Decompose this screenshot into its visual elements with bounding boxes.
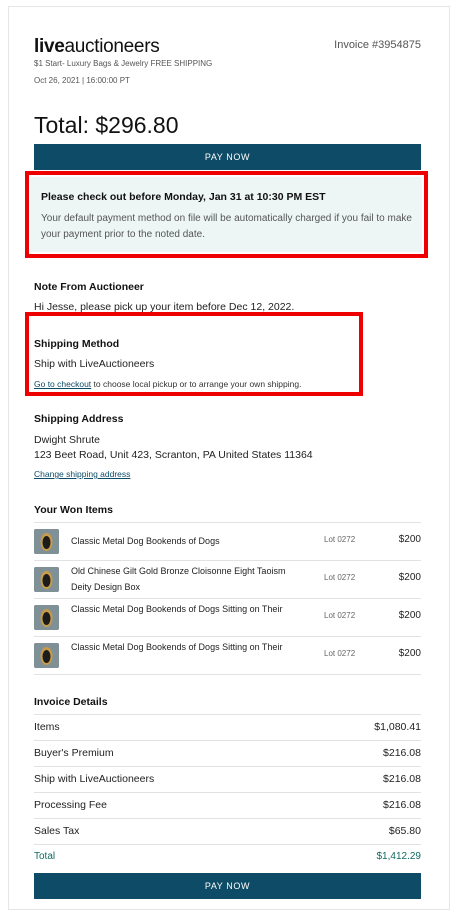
invoice-detail-row bbox=[34, 740, 421, 766]
won-item-lot: Lot 0272 bbox=[324, 611, 356, 620]
won-item-row[interactable] bbox=[34, 636, 421, 674]
won-item-title[interactable]: Classic Metal Dog Bookends of Dogs Sitting on Their bbox=[71, 604, 283, 614]
invoice-detail-row bbox=[34, 766, 421, 792]
liveauctioneers-logo[interactable]: liveauctioneers bbox=[34, 36, 160, 57]
detail-value: $65.80 bbox=[388, 825, 421, 837]
sale-name: $1 Start- Luxury Bags & Jewelry FREE SHIPPING bbox=[34, 59, 213, 68]
won-item-title[interactable]: Old Chinese Gilt Gold Bronze Cloisonne Eight Taoism Deity Design Box bbox=[71, 566, 286, 592]
pay-now-button-bottom[interactable]: PAY NOW bbox=[34, 873, 421, 899]
won-item-title[interactable]: Classic Metal Dog Bookends of Dogs Sitting on Their bbox=[71, 642, 283, 652]
won-item-price: $200 bbox=[398, 534, 421, 545]
invoice-details-heading: Invoice Details bbox=[34, 696, 108, 708]
won-item-title[interactable]: Classic Metal Dog Bookends of Dogs bbox=[71, 536, 220, 546]
shipping-address-line: 123 Beet Road, Unit 423, Scranton, PA United States 11364 bbox=[34, 449, 313, 461]
notice-title: Please check out before Monday, Jan 31 at 10:30 PM EST bbox=[41, 191, 326, 203]
shipping-method-help: Go to checkout to choose local pickup or to arrange your own shipping. bbox=[34, 379, 302, 389]
detail-label: Items bbox=[34, 721, 60, 733]
geode-thumbnail-icon[interactable] bbox=[34, 605, 59, 630]
invoice-number: Invoice #3954875 bbox=[334, 39, 421, 51]
total-amount: Total: $296.80 bbox=[34, 112, 179, 138]
shipping-method-text: Ship with LiveAuctioneers bbox=[34, 358, 155, 370]
won-items-heading: Your Won Items bbox=[34, 504, 113, 516]
notice-body: Your default payment method on file will be automatically charged if you fail to make your payment prior to the noted date. bbox=[41, 213, 412, 240]
shipping-method-heading: Shipping Method bbox=[34, 338, 120, 350]
sale-date: Oct 26, 2021 | 16:00:00 PT bbox=[34, 76, 130, 85]
detail-label: Sales Tax bbox=[34, 825, 80, 837]
detail-value: $1,080.41 bbox=[374, 721, 421, 733]
won-item-price: $200 bbox=[398, 610, 421, 621]
shipping-address-name: Dwight Shrute bbox=[34, 434, 100, 446]
highlight-box-notice bbox=[25, 171, 428, 258]
highlight-box-shipping bbox=[25, 312, 363, 396]
geode-thumbnail-icon[interactable] bbox=[34, 643, 59, 668]
divider bbox=[34, 674, 421, 675]
invoice-total-value: $1,412.29 bbox=[376, 851, 421, 862]
detail-value: $216.08 bbox=[383, 773, 421, 785]
detail-value: $216.08 bbox=[383, 799, 421, 811]
invoice-total-row bbox=[34, 844, 421, 870]
change-shipping-address-link[interactable]: Change shipping address bbox=[34, 469, 131, 479]
won-item-price: $200 bbox=[398, 572, 421, 583]
invoice-detail-row bbox=[34, 714, 421, 740]
detail-label: Processing Fee bbox=[34, 799, 107, 811]
detail-value: $216.08 bbox=[383, 747, 421, 759]
detail-label: Buyer's Premium bbox=[34, 747, 114, 759]
won-item-lot: Lot 0272 bbox=[324, 535, 356, 544]
won-item-lot: Lot 0272 bbox=[324, 573, 356, 582]
invoice-total-label: Total bbox=[34, 851, 56, 862]
detail-label: Ship with LiveAuctioneers bbox=[34, 773, 155, 785]
won-item-row[interactable] bbox=[34, 560, 421, 598]
invoice-detail-row bbox=[34, 792, 421, 818]
go-to-checkout-link[interactable]: Go to checkout bbox=[34, 379, 92, 389]
note-text: Hi Jesse, please pick up your item before Dec 12, 2022. bbox=[34, 301, 295, 313]
note-heading: Note From Auctioneer bbox=[34, 281, 144, 293]
geode-thumbnail-icon[interactable] bbox=[34, 529, 59, 554]
won-item-row[interactable] bbox=[34, 598, 421, 636]
invoice-page bbox=[8, 6, 450, 910]
shipping-address-heading: Shipping Address bbox=[34, 413, 124, 425]
won-item-row[interactable] bbox=[34, 522, 421, 560]
pay-now-button[interactable]: PAY NOW bbox=[34, 144, 421, 170]
geode-thumbnail-icon[interactable] bbox=[34, 567, 59, 592]
won-item-lot: Lot 0272 bbox=[324, 649, 356, 658]
invoice-detail-row bbox=[34, 818, 421, 844]
won-item-price: $200 bbox=[398, 648, 421, 659]
